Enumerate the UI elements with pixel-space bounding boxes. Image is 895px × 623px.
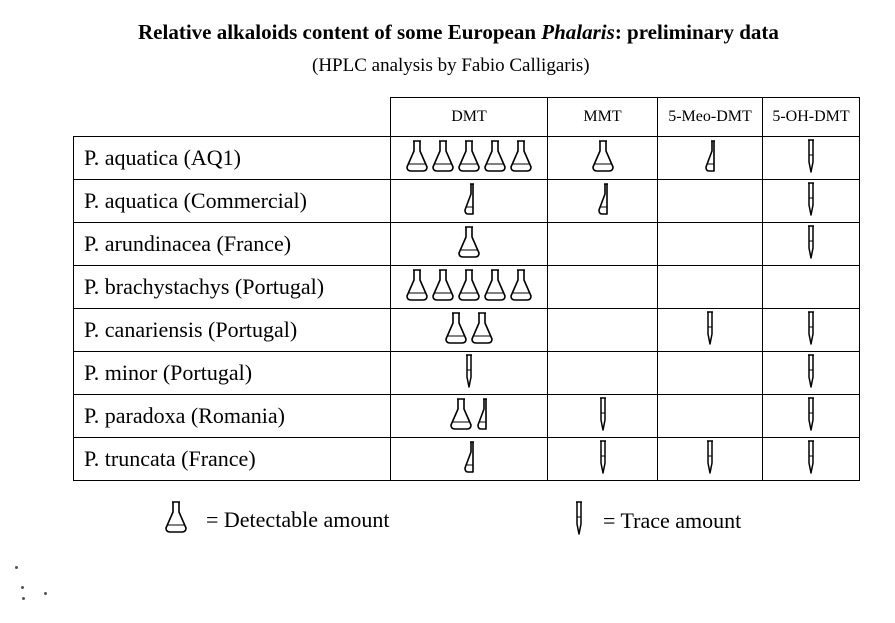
cell-5-oh-dmt — [763, 223, 860, 266]
flask-icon — [470, 311, 494, 350]
trace-tube-icon — [597, 396, 609, 437]
cell-dmt — [391, 309, 548, 352]
scan-speck — [21, 586, 24, 589]
cell-5-meo-dmt — [658, 266, 763, 309]
species-name: P. aquatica (Commercial) — [74, 180, 391, 223]
flask-icon — [444, 311, 468, 350]
cell-dmt — [391, 223, 548, 266]
cell-5-oh-dmt — [763, 438, 860, 481]
scan-speck — [15, 566, 18, 569]
cell-dmt — [391, 137, 548, 180]
cell-5-oh-dmt — [763, 137, 860, 180]
trace-tube-icon — [805, 353, 817, 394]
flask-icon — [431, 268, 455, 307]
table-row — [74, 180, 860, 223]
species-name: P. truncata (France) — [74, 438, 391, 481]
flask-icon — [457, 139, 481, 178]
header-row — [74, 98, 860, 137]
flask-icon — [405, 268, 429, 307]
title-genus: Phalaris — [541, 20, 615, 44]
trace-tube-icon — [805, 310, 817, 351]
legend-trace — [572, 500, 741, 542]
table-row — [74, 352, 860, 395]
cell-dmt — [391, 395, 548, 438]
species-name: P. canariensis (Portugal) — [74, 309, 391, 352]
table-row — [74, 266, 860, 309]
half-flask-icon — [475, 397, 489, 436]
cell-5-oh-dmt — [763, 309, 860, 352]
table-row — [74, 438, 860, 481]
trace-tube-icon — [463, 353, 475, 394]
cell-5-oh-dmt — [763, 395, 860, 438]
header-corner — [74, 98, 391, 137]
cell-mmt — [548, 223, 658, 266]
trace-tube-icon — [805, 138, 817, 179]
flask-icon — [405, 139, 429, 178]
cell-5-oh-dmt — [763, 180, 860, 223]
scan-speck — [22, 597, 25, 600]
cell-5-meo-dmt — [658, 438, 763, 481]
half-flask-icon — [703, 139, 717, 178]
species-name: P. minor (Portugal) — [74, 352, 391, 395]
cell-5-meo-dmt — [658, 137, 763, 180]
cell-mmt — [548, 309, 658, 352]
flask-icon — [591, 139, 615, 178]
cell-mmt — [548, 266, 658, 309]
trace-tube-icon — [805, 396, 817, 437]
legend-detectable — [163, 500, 389, 540]
cell-mmt — [548, 180, 658, 223]
table-row — [74, 137, 860, 180]
cell-5-meo-dmt — [658, 180, 763, 223]
column-header-mmt: MMT — [548, 98, 658, 137]
cell-5-meo-dmt — [658, 309, 763, 352]
column-header-dmt: DMT — [391, 98, 548, 137]
species-name: P. arundinacea (France) — [74, 223, 391, 266]
flask-icon — [164, 500, 188, 540]
cell-mmt — [548, 137, 658, 180]
half-flask-icon — [596, 182, 610, 221]
flask-icon — [457, 225, 481, 264]
legend-detectable-label: = Detectable amount — [206, 507, 390, 532]
scan-speck — [44, 592, 47, 595]
column-header-5-meo-dmt: 5-Meo-DMT — [658, 98, 763, 137]
table-row — [74, 395, 860, 438]
flask-icon — [509, 139, 533, 178]
trace-tube-icon — [573, 500, 585, 542]
table-row — [74, 309, 860, 352]
trace-tube-icon — [597, 439, 609, 480]
title-text: Relative alkaloids content of some European — [138, 20, 542, 44]
flask-icon — [449, 397, 473, 436]
flask-icon — [457, 268, 481, 307]
table-row — [74, 223, 860, 266]
half-flask-icon — [462, 182, 476, 221]
cell-5-meo-dmt — [658, 223, 763, 266]
column-header-5-oh-dmt: 5-OH-DMT — [763, 98, 860, 137]
trace-tube-icon — [805, 439, 817, 480]
trace-tube-icon — [704, 439, 716, 480]
trace-tube-icon — [805, 224, 817, 265]
trace-tube-icon — [805, 181, 817, 222]
page-title — [0, 20, 895, 45]
trace-tube-icon — [704, 310, 716, 351]
title-suffix: : preliminary data — [614, 20, 779, 44]
cell-mmt — [548, 352, 658, 395]
cell-mmt — [548, 438, 658, 481]
flask-icon — [431, 139, 455, 178]
cell-dmt — [391, 266, 548, 309]
cell-dmt — [391, 438, 548, 481]
alkaloid-table — [73, 97, 860, 481]
page-subtitle: (HPLC analysis by Fabio Calligaris) — [312, 55, 590, 76]
cell-dmt — [391, 180, 548, 223]
half-flask-icon — [462, 440, 476, 479]
flask-icon — [509, 268, 533, 307]
legend-trace-label: = Trace amount — [603, 508, 742, 533]
species-name: P. aquatica (AQ1) — [74, 137, 391, 180]
species-name: P. paradoxa (Romania) — [74, 395, 391, 438]
flask-icon — [483, 139, 507, 178]
cell-5-meo-dmt — [658, 395, 763, 438]
cell-mmt — [548, 395, 658, 438]
cell-5-oh-dmt — [763, 352, 860, 395]
species-name: P. brachystachys (Portugal) — [74, 266, 391, 309]
cell-5-oh-dmt — [763, 266, 860, 309]
cell-dmt — [391, 352, 548, 395]
cell-5-meo-dmt — [658, 352, 763, 395]
flask-icon — [483, 268, 507, 307]
